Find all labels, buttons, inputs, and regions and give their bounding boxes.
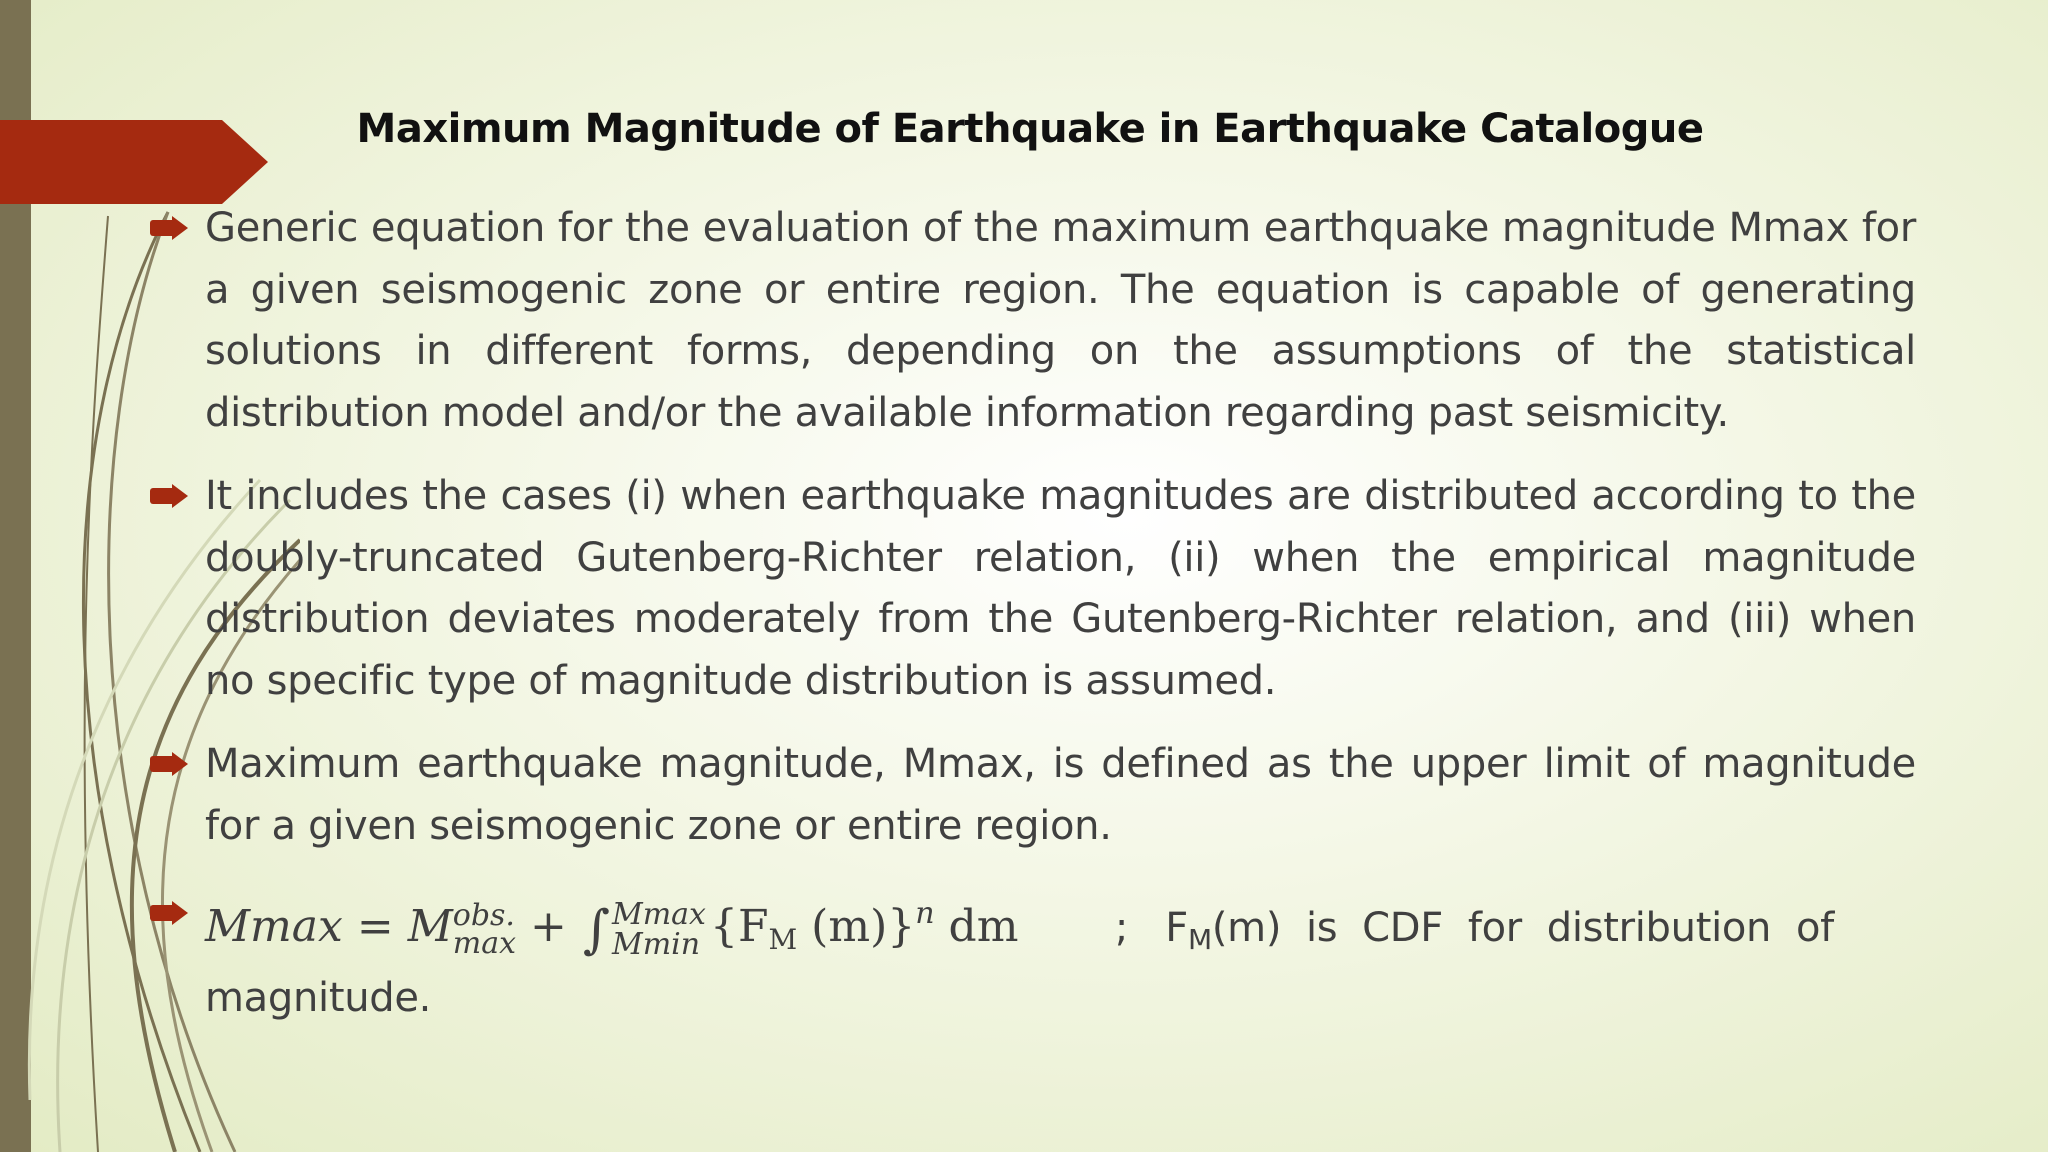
title-arrow-shape	[0, 120, 268, 204]
max-magnitude-equation: Mmax = M obs. max + ∫ Mmax Mmin {FM (m)}$^n$ dm	[205, 901, 1032, 952]
bullet-arrow-icon	[150, 216, 190, 240]
bullet-arrow-icon	[150, 901, 190, 925]
bullet-item	[150, 734, 1916, 857]
bullet-text: Generic equation for the evaluation of the maximum earthquake magnitude Mmax for a given seismogenic zone or entire region. The equation is capable of generating solutions in different forms, depending on the assumptions of the statistical distribution model and/or the available information regarding past seismicity.	[205, 205, 1916, 436]
equation-bullet	[150, 879, 1916, 1027]
bullet-text: Maximum earthquake magnitude, Mmax, is defined as the upper limit of magnitude for a given seismogenic zone or entire region.	[205, 741, 1916, 849]
bullet-item	[150, 198, 1916, 444]
bullet-list	[150, 198, 1916, 1049]
bullet-item	[150, 466, 1916, 712]
bullet-arrow-icon	[150, 484, 190, 508]
bullet-text: It includes the cases (i) when earthquake magnitudes are distributed according to the doubly-truncated Gutenberg-Richter relation, (ii) when the empirical magnitude distribution deviates moderately from the Gutenberg-Richter relation, and (iii) when no specific type of magnitude distribution is assumed.	[205, 473, 1916, 704]
integral-sign: ∫	[582, 900, 610, 960]
cdf-description: ; $F_M(m)$ is CDF for distribution of	[1114, 905, 1834, 956]
slide-title: Maximum Magnitude of Earthquake in Earthquake Catalogue	[356, 106, 1704, 152]
bullet-arrow-icon	[150, 752, 190, 776]
equation-trailing-text: magnitude.	[205, 975, 432, 1021]
